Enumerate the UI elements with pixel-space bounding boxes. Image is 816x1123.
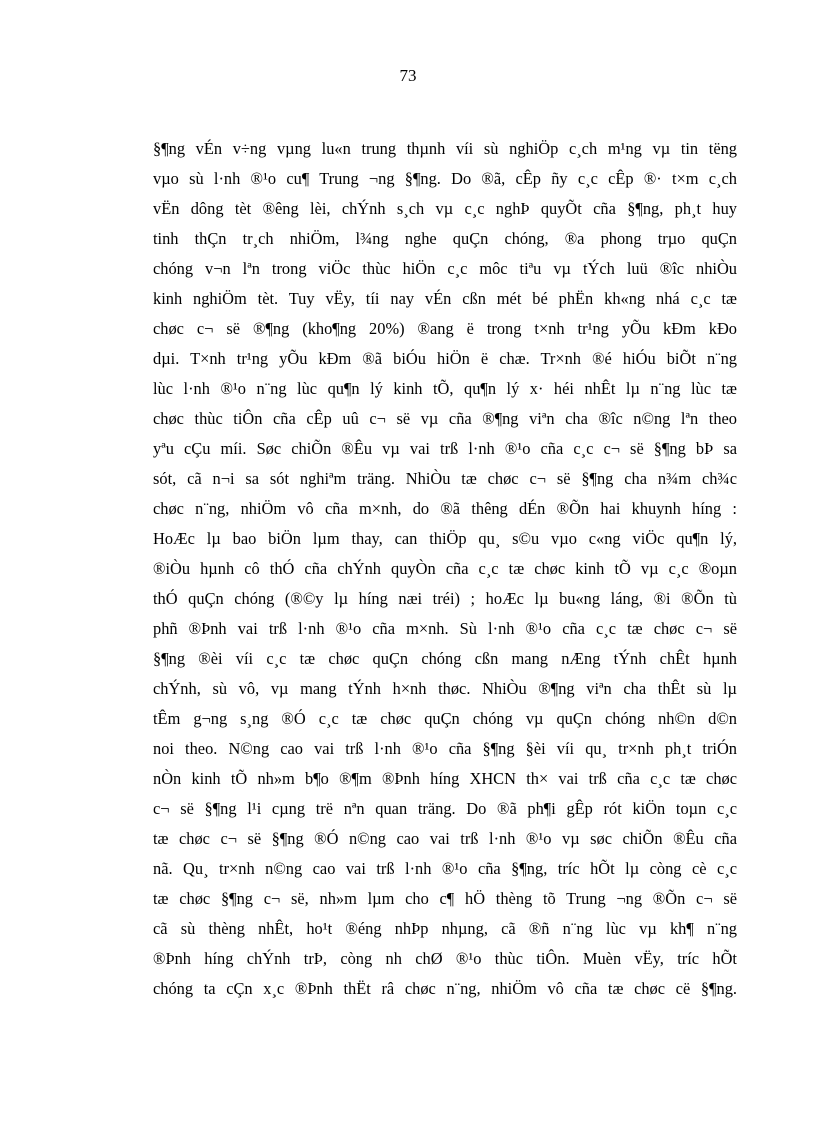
text-line: tæ chøc §¶ng c¬ së, nh»m lµm cho c¶ hÖ thèng tõ Trung ¬ng ®Õn c¬ së (153, 889, 737, 908)
text-line: yªu cÇu míi. Søc chiÕn ®Êu vµ vai trß l·nh ®¹o cña c¸c c¬ së §¶ng bÞ sa (153, 439, 737, 458)
text-line: ®Þnh híng chÝnh trÞ, còng nh chØ ®¹o thùc tiÔn. Muèn vËy, tríc hÕt (153, 949, 737, 968)
text-line: vµo sù l·nh ®¹o cu¶ Trung ¬ng §¶ng. Do ®ã, cÊp ñy c¸c cÊp ®· t×m c¸ch (153, 169, 737, 188)
text-line: §¶ng vÉn v÷ng vµng lu«n trung thµnh víi sù nghiÖp c¸ch m¹ng vµ tin tëng (153, 139, 737, 158)
text-line: noi theo. N©ng cao vai trß l·nh ®¹o cña §¶ng §èi víi qu¸ tr×nh ph¸t triÓn (153, 739, 737, 758)
text-line: HoÆc lµ bao biÖn lµm thay, can thiÖp qu¸ s©u vµo c«ng viÖc qu¶n lý, (153, 529, 737, 548)
text-line: ®iÒu hµnh cô thÓ cña chÝnh quyÒn cña c¸c tæ chøc kinh tÕ vµ c¸c ®oµn (153, 559, 737, 578)
text-line: cã sù thèng nhÊt, ho¹t ®éng nhÞp nhµng, cã ®ñ n¨ng lùc vµ kh¶ n¨ng (153, 919, 737, 938)
text-line: chøc thùc tiÔn cña cÊp uû c¬ së vµ cña ®¶ng viªn cha ®îc n©ng lªn theo (153, 409, 737, 428)
body-paragraph (153, 134, 737, 1004)
text-line: nÒn kinh tÕ nh»m b¶o ®¶m ®Þnh híng XHCN th× vai trß cña c¸c tæ chøc (153, 769, 737, 788)
text-line: kinh nghiÖm tèt. Tuy vËy, tíi nay vÉn cßn mét bé phËn kh«ng nhá c¸c tæ (153, 289, 737, 308)
text-line: chøc c¬ së ®¶ng (kho¶ng 20%) ®ang ë trong t×nh tr¹ng yÕu kÐm kÐo (153, 319, 737, 338)
text-line: chøc n¨ng, nhiÖm vô cña m×nh, do ®ã thêng dÉn ®Õn hai khuynh híng : (153, 499, 737, 518)
text-line: c¬ së §¶ng l¹i cµng trë nªn quan träng. Do ®ã ph¶i gÊp rót kiÖn toµn c¸c (153, 799, 737, 818)
text-line: chóng v¬n lªn trong viÖc thùc hiÖn c¸c môc tiªu vµ tÝch luü ®îc nhiÒu (153, 259, 737, 278)
text-line: tinh thÇn tr¸ch nhiÖm, l¾ng nghe quÇn chóng, ®a phong trµo quÇn (153, 229, 737, 248)
text-line: tæ chøc c¬ së §¶ng ®Ó n©ng cao vai trß l·nh ®¹o vµ søc chiÕn ®Êu cña (153, 829, 737, 848)
text-line: phñ ®Þnh vai trß l·nh ®¹o cña m×nh. Sù l·nh ®¹o cña c¸c tæ chøc c¬ së (153, 619, 737, 638)
text-line: dµi. T×nh tr¹ng yÕu kÐm ®ã biÓu hiÖn ë chæ. Tr×nh ®é hiÓu biÕt n¨ng (153, 349, 737, 368)
text-line: lùc l·nh ®¹o n¨ng lùc qu¶n lý kinh tÕ, qu¶n lý x· héi nhÊt lµ n¨ng lùc tæ (153, 379, 737, 398)
text-line: tÊm g¬ng s¸ng ®Ó c¸c tæ chøc quÇn chóng vµ quÇn chóng nh©n d©n (153, 709, 737, 728)
page-number: 73 (399, 66, 417, 85)
text-line: vËn dông tèt ®êng lèi, chÝnh s¸ch vµ c¸c nghÞ quyÕt cña §¶ng, ph¸t huy (153, 199, 737, 218)
text-line: nã. Qu¸ tr×nh n©ng cao vai trß l·nh ®¹o cña §¶ng, tríc hÕt lµ còng cè c¸c (153, 859, 737, 878)
text-line: §¶ng ®èi víi c¸c tæ chøc quÇn chóng cßn mang nÆng tÝnh chÊt hµnh (153, 649, 737, 668)
text-line: thÓ quÇn chóng (®©y lµ híng næi tréi) ; hoÆc lµ bu«ng láng, ®i ®Õn tù (153, 589, 737, 608)
text-line: sót, cã n¬i sa sót nghiªm träng. NhiÒu tæ chøc c¬ së §¶ng cha n¾m ch¾c (153, 469, 737, 488)
text-line: chóng ta cÇn x¸c ®Þnh thËt râ chøc n¨ng, nhiÖm vô cña tæ chøc cë §¶ng. (153, 979, 737, 998)
text-line: chÝnh, sù vô, vµ mang tÝnh h×nh thøc. NhiÒu ®¶ng viªn cha thÊt sù lµ (153, 679, 737, 698)
